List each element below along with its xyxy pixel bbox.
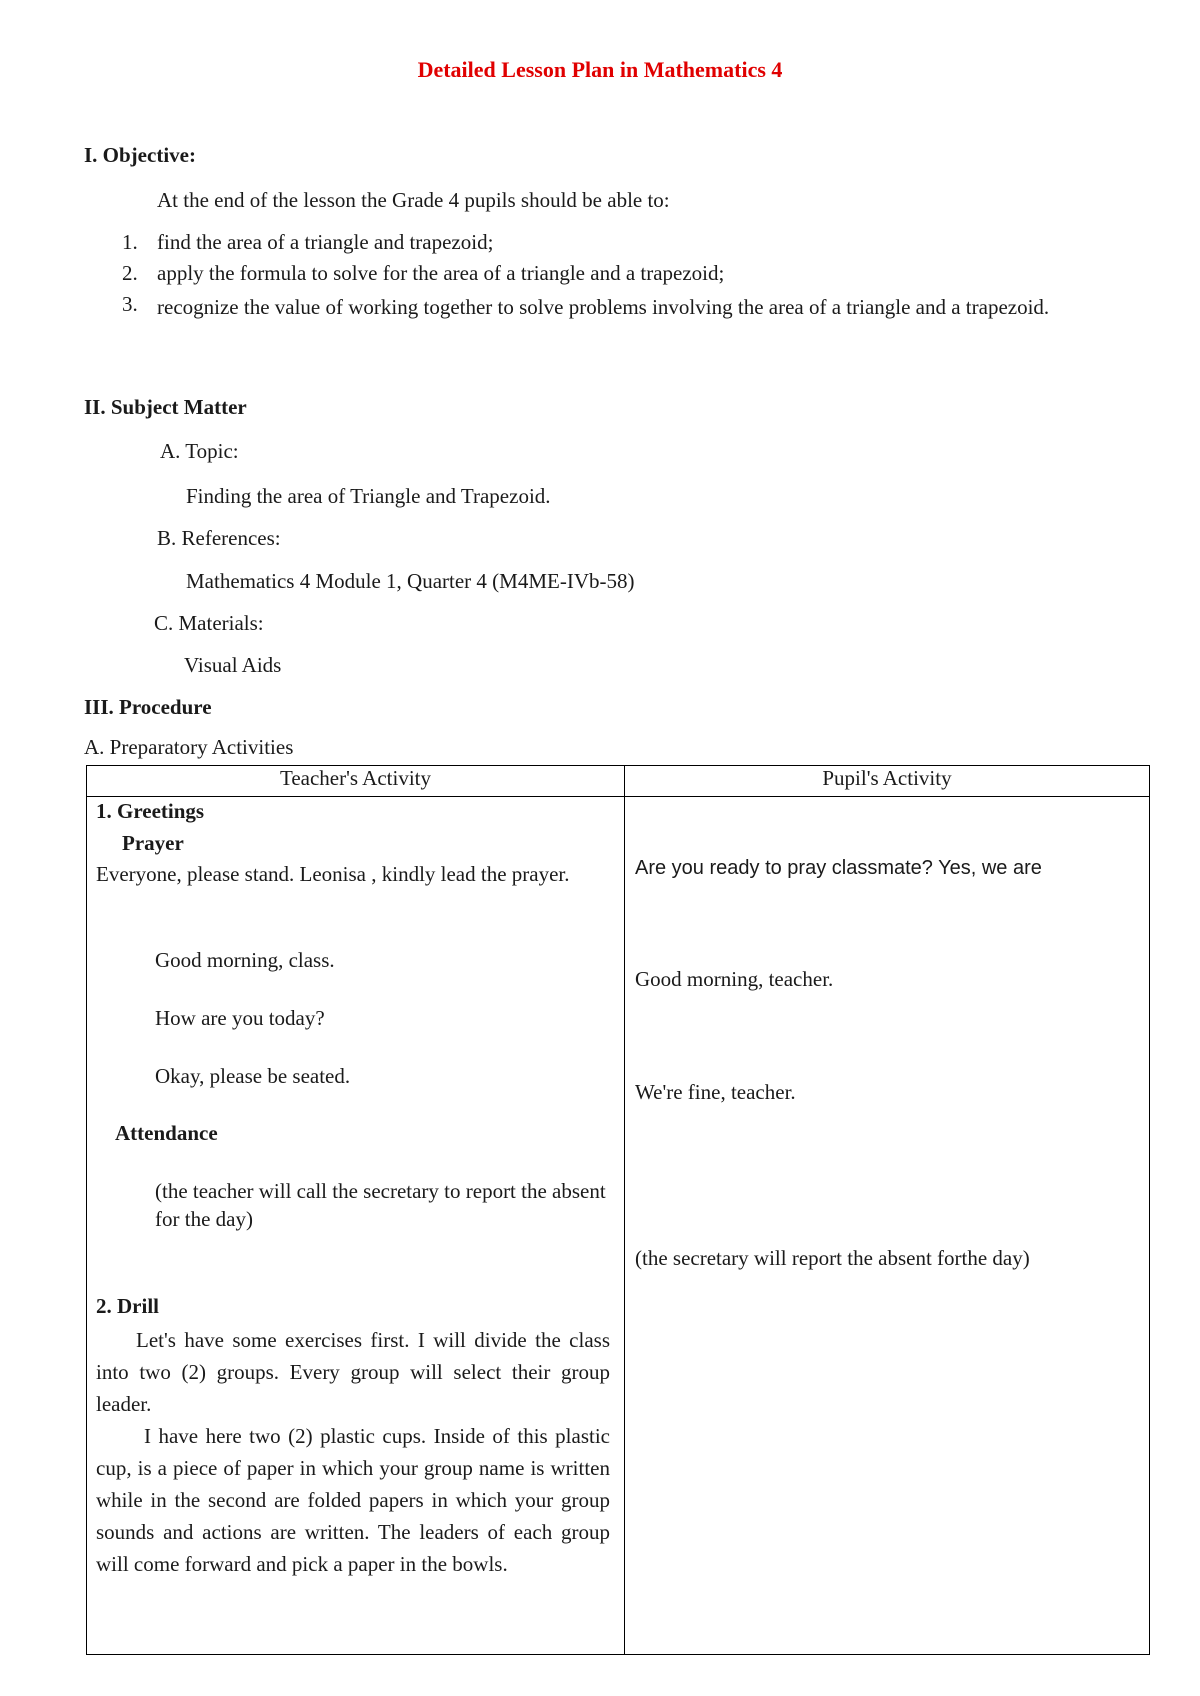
pupil-absent-report: (the secretary will report the absent forthe day) <box>635 1246 1030 1270</box>
objective-item-text: recognize the value of working together to solve problems involving the area of a triangle and a trapezoid. <box>157 295 1050 319</box>
preparatory-activities-heading: A. Preparatory Activities <box>84 735 294 759</box>
topic-label: A. Topic: <box>160 439 239 463</box>
objective-item-number: 1. <box>122 230 138 254</box>
topic-value: Finding the area of Triangle and Trapezoid. <box>186 484 551 508</box>
teacher-be-seated: Okay, please be seated. <box>155 1064 351 1088</box>
subject-matter-heading: II. Subject Matter <box>84 395 247 419</box>
objective-heading: I. Objective: <box>84 143 196 167</box>
objective-item-text: find the area of a triangle and trapezoid; <box>157 230 494 254</box>
teacher-good-morning: Good morning, class. <box>155 948 335 972</box>
materials-label: C. Materials: <box>154 611 264 635</box>
objective-item-number: 3. <box>122 292 138 316</box>
activities-table <box>86 765 1150 1655</box>
pupil-activity-cell <box>625 797 1150 1655</box>
objective-item-number: 2. <box>122 261 138 285</box>
pupil-fine-response: We're fine, teacher. <box>635 1080 796 1104</box>
pupil-good-morning: Good morning, teacher. <box>635 967 834 991</box>
prayer-heading: Prayer <box>122 831 184 855</box>
teacher-prayer-instruction: Everyone, please stand. Leonisa , kindly lead the prayer. <box>96 862 570 886</box>
teacher-activity-cell <box>87 797 625 1655</box>
document-title: Detailed Lesson Plan in Mathematics 4 <box>417 57 783 82</box>
table-header-row <box>87 766 1150 797</box>
attendance-note: (the teacher will call the secretary to report the absent for the day) <box>155 1179 606 1231</box>
objective-intro: At the end of the lesson the Grade 4 pupils should be able to: <box>157 188 670 212</box>
attendance-heading: Attendance <box>115 1121 218 1145</box>
pupil-activity-header: Pupil's Activity <box>625 766 1150 797</box>
pupil-prayer-response: Are you ready to pray classmate? Yes, we are <box>635 857 1042 879</box>
teacher-how-are-you: How are you today? <box>155 1006 325 1030</box>
objective-item-text: apply the formula to solve for the area of a triangle and a trapezoid; <box>157 261 725 285</box>
drill-paragraph: I have here two (2) plastic cups. Inside of this plastic cup, is a piece of paper in which your group name is written while in the second are folded papers in which your group sounds and actions are written. The leaders of each group will come forward and pick a paper in the bowls. <box>96 1424 610 1576</box>
greetings-heading: 1. Greetings <box>96 799 205 823</box>
table-row <box>87 797 1150 1655</box>
references-value: Mathematics 4 Module 1, Quarter 4 (M4ME-IVb-58) <box>186 569 635 593</box>
references-label: B. References: <box>157 526 281 550</box>
drill-heading: 2. Drill <box>96 1294 159 1318</box>
procedure-heading: III. Procedure <box>84 695 212 719</box>
teacher-activity-header: Teacher's Activity <box>87 766 625 797</box>
materials-value: Visual Aids <box>184 653 282 677</box>
drill-paragraph: Let's have some exercises first. I will divide the class into two (2) groups. Every group will select their group leader. <box>96 1328 610 1416</box>
